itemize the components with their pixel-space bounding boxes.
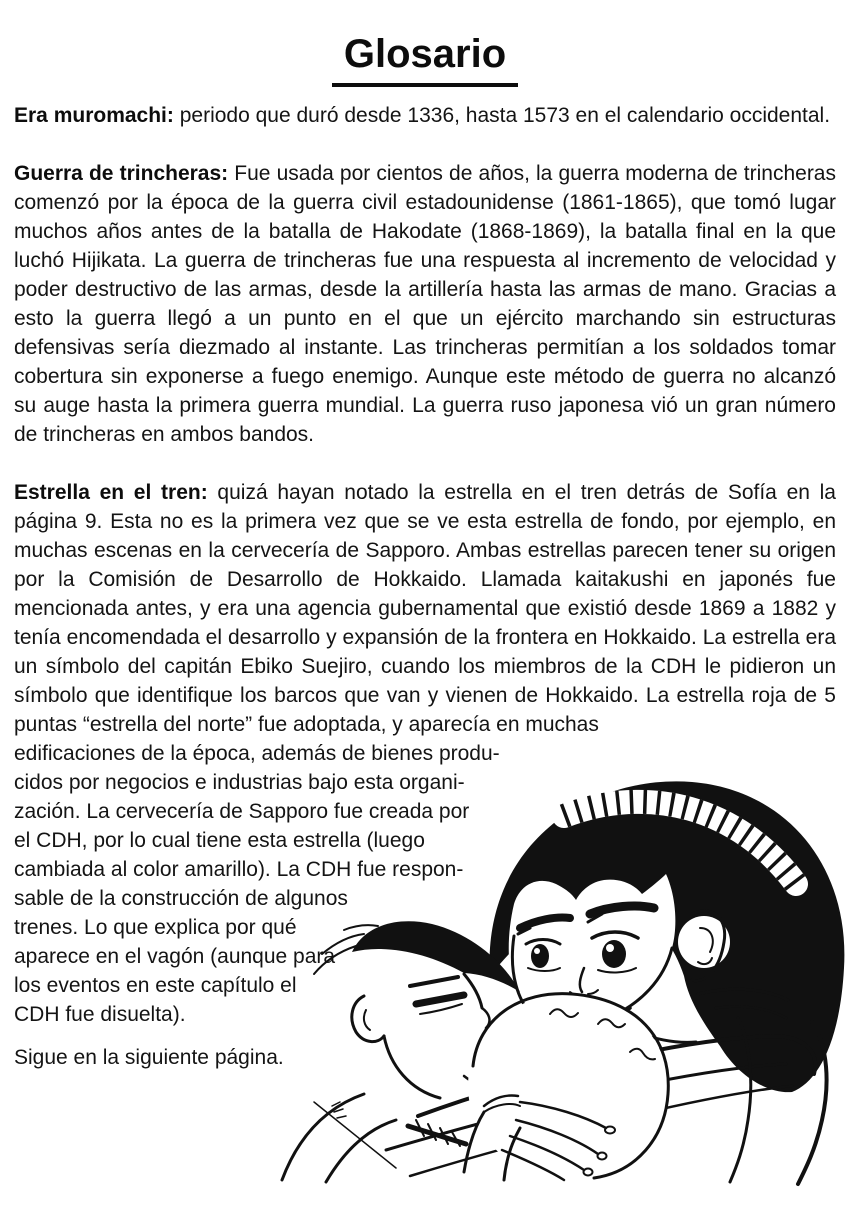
entry-term: Era muromachi: xyxy=(14,104,174,127)
entry-text: quizá hayan notado la estrella en el tren detrás de Sofía en la página 9. Esta no es la primera vez que se ve esta estrella de fondo, por ejemplo, en muchas escenas en la cervecería de Sapporo. Ambas estrellas parecen tener su origen por la Comisión de Desarrollo de Hokkaido. Llamada kaitakushi en japonés fue mencionada antes, y era una agencia gubernamental que existió desde 1869 a 1882 y tenía encomendada el desarrollo y expansión de la frontera en Hokkaido. La estrella era un símbolo del capitán Ebiko Suejiro, cuando los miembros de la CDH le pidieron un símbolo que identifique los barcos que van y vienen de Hokkaido. La estrella roja de 5 puntas “estrella del norte” fue adoptada, y aparecía en muchas xyxy=(14,481,836,736)
wrapped-line: cambiada al color amarillo). La CDH fue respon- xyxy=(14,858,464,881)
wrapped-line: cidos por negocios e industrias bajo esta organi- xyxy=(14,771,465,794)
wrapped-line: los eventos en este capítulo el xyxy=(14,974,297,997)
entry-text: Fue usada por cientos de años, la guerra moderna de trincheras comenzó por la época de la guerra civil estadounidense (1861-1865), que tomó lugar muchos años antes de la batalla de Hakodate (1868-1869), la batalla final en la que luchó Hijikata. La guerra de trincheras fue una respuesta al incremento de velocidad y poder destructivo de las armas, desde la artillería hasta las armas de mano. Gracias a esto la guerra llegó a un punto en el que un ejército marchando sin estructuras defensivas sería diezmado al instante. Las trincheras permitían a los soldados tomar cobertura sin exponerse a fuego enemigo. Aunque este método de guerra no alcanzó su auge hasta la primera guerra mundial. La guerra ruso japonesa vió un gran número de trincheras en ambos bandos. xyxy=(14,162,836,446)
continuation-note: Sigue en la siguiente página. xyxy=(14,1046,284,1069)
wrapped-line: aparece en el vagón (aunque para xyxy=(14,945,336,968)
wrapped-line: edificaciones de la época, además de bienes produ- xyxy=(14,742,500,765)
glossary-entry-estrella-en-el-tren xyxy=(14,478,836,739)
wrapped-line: CDH fue disuelta). xyxy=(14,1003,186,1026)
wrapped-line: el CDH, por lo cual tiene esta estrella (luego xyxy=(14,829,425,852)
glossary-entry-guerra-de-trincheras xyxy=(14,159,836,449)
page-title xyxy=(14,30,836,87)
entry-text: periodo que duró desde 1336, hasta 1573 en el calendario occidental. xyxy=(179,104,831,127)
page-title-text: Glosario xyxy=(332,30,518,87)
manga-illustration xyxy=(268,776,850,1188)
wrapped-line: trenes. Lo que explica por qué xyxy=(14,916,297,939)
wrapped-line: zación. La cervecería de Sapporo fue creada por xyxy=(14,800,470,823)
wrapped-line: sable de la construcción de algunos xyxy=(14,887,348,910)
entry-term: Estrella en el tren: xyxy=(14,481,208,504)
entry-term: Guerra de trincheras: xyxy=(14,162,229,185)
glossary-entry-era-muromachi xyxy=(14,101,836,130)
